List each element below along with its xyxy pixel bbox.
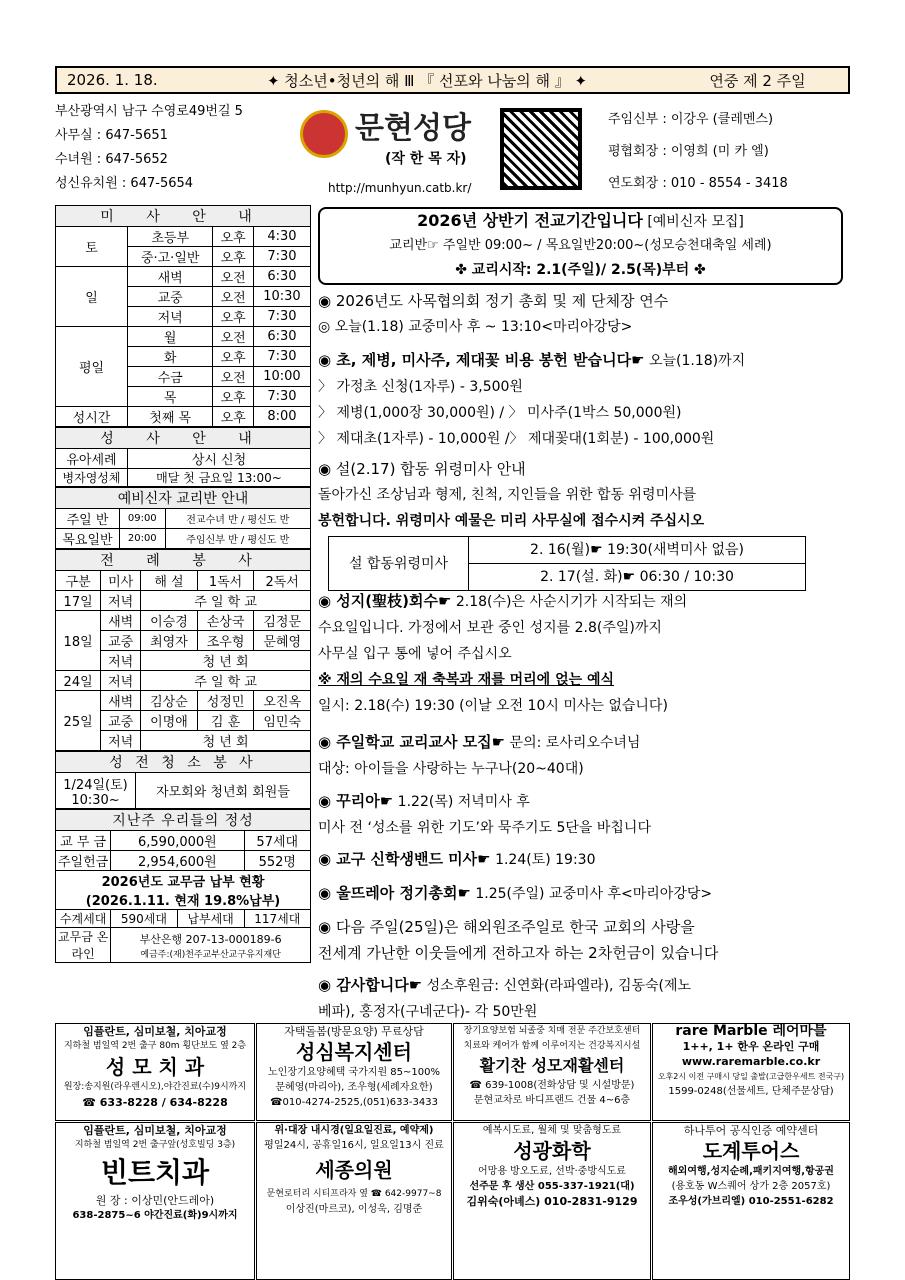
notice-council: ◉ 2026년도 사목협의회 정기 총회 및 제 단체장 연수 ◎ 오늘(1.18) 교중미사 후 ~ 13:10<마리아강당>: [318, 292, 669, 335]
ad-seongmo-dental: 임플란트, 심미보철, 치아교정 지하철 범일역 2번 출구 80m 횡단보도 옆 2층 성 모 치 과 원장:송지원(라우렌시오),야간진료(수)9시까지 ☎ 633-8228 / 634-8228: [55, 1023, 255, 1121]
mass-table: 미 사 안 내 토 초등부 오후 4:30 중·고·일반 오후 7:30 일 새벽 오전 6:30 교중 오전 10:30 저녁 오후 7:30 평일 월 오전 6:30 화 오후 7:30 수금 오전 10:00 목 오후 7:30 성시간 첫째 목 오후 8:00: [55, 205, 311, 427]
notice-thanks: ◉ 감사합니다☛ 성소후원금: 신연화(라파엘라), 김동숙(제노 베파), 홍정자(구네군다)- 각 50만원: [318, 976, 692, 1020]
church-emblem-icon: [300, 110, 348, 158]
notice-palm-return: ◉ 성지(聖枝)회수☛ 2.18(수)은 사순시기가 시작되는 재의 수요일입니다. 가정에서 보관 중인 성지를 2.8(주일)까지 사무실 입구 통에 넣어 주십시오 ※ 재의 수요일 재 축복과 재를 머리에 얹는 예식 일시: 2.18(수) 19:30 (이날 오전 10시 미사는 없습니다): [318, 592, 688, 714]
ad-sejong-clinic: 위·대장 내시경(일요일진료, 예약제) 평일24시, 공휴일16시, 일요일13시 진료 세종의원 문현로터리 시티프라자 옆 ☎ 642-9977~8 이상진(마르코), 이성욱, 김명준: [256, 1122, 452, 1280]
church-name: 문현성당: [355, 111, 471, 146]
liturgical-week: 연중 제 2 주일: [709, 71, 806, 90]
top-bar: [55, 66, 850, 94]
ad-rare-marble: rare Marble 레어마블 1++, 1+ 한우 온라인 구매 www.raremarble.co.kr 오후2시 이전 구매시 당일 출발(고급한우세트 전국구) 1599-0248(선물세트, 단체주문상담): [652, 1023, 850, 1121]
notice-donations: ◉ 초, 제병, 미사주, 제대꽃 비용 봉헌 받습니다☛ 오늘(1.18)까지 〉 가정초 신청(1자루) - 3,500원 〉 제병(1,000장 30,000원) / 〉 미사주(1박스 50,000원) 〉 제대초(1자루) - 10,000원 /〉 제대꽃대(1회분) - 100,000원: [318, 351, 746, 447]
qr-code-icon: [500, 108, 582, 190]
parish-contacts: [55, 100, 295, 196]
convent-phone: 수녀원 : 647-5652: [55, 152, 168, 167]
evangelization-box: 2026년 상반기 전교기간입니다 [예비신자 모집] 교리반☞ 주일반 09:00~ / 목요일반20:00~(성모승천대축일 세례) ✤ 교리시작: 2.1(주일)/ 2.5(목)부터 ✤: [318, 207, 843, 285]
notice-memorial-mass: ◉ 설(2.17) 합동 위령미사 안내 돌아가신 조상님과 형제, 친척, 지인들을 위한 합동 위령미사를 봉헌합니다. 위령미사 예물은 미리 사무실에 접수시켜 주십시오 설 합동위령미사 2. 16(월)☛ 19:30(새벽미사 없음) 2. 17(설. 화)☛ 06:30 / 10:30: [318, 456, 850, 591]
memorial-schedule: 설 합동위령미사 2. 16(월)☛ 19:30(새벽미사 없음) 2. 17(설. 화)☛ 06:30 / 10:30: [328, 536, 806, 591]
ad-seongsim-welfare: 자택돌봄(방문요양) 무료상담 성심복지센터 노인장기요양혜택 국가지원 85~100% 문혜영(마리아), 조우형(세례자요한) ☎010-4274-2525,(051)633-3433: [256, 1023, 452, 1121]
notice-overseas-aid: ◉ 다음 주일(25일)은 해외원조주일로 한국 교회의 사랑을 전세계 가난한 이웃들에게 전하고자 하는 2차헌금이 있습니다: [318, 918, 719, 962]
kindergarten-phone: 성신유치원 : 647-5654: [55, 176, 194, 191]
service-table: 전 례 봉 사 구분 미사 해 설 1독서 2독서 17일 저녁 주 일 학 교 18일 새벽 이승경 손상국 김정문 교중 최영자 조우형 문혜영 저녁 청 년 회 24일 저녁 주 일 학 교 25일 새벽 김상순 성정민 오진옥 교중 이명애 김 훈 임민숙 저녁 청 년 회: [55, 549, 311, 751]
notice-band-mass: ◉ 교구 신학생밴드 미사☛ 1.24(토) 19:30: [318, 850, 596, 868]
ad-seongmo-rehab: 장기요양보험 뇌졸중 치매 전문 주간보호센터 치료와 케어가 함께 이루어지는 건강복지시설 활기찬 성모재활센터 ☎ 639-1008(전화상담 및 시설방문) 문현교차로 바디프랜드 건물 4~6층: [453, 1023, 651, 1121]
notice-teachers: ◉ 주일학교 교리교사 모집☛ 문의: 로사리오수녀님 대상: 아이들을 사랑하는 누구나(20~40대): [318, 733, 641, 777]
church-subtitle: (작 한 목 자): [385, 151, 467, 167]
left-column: [55, 205, 311, 963]
ad-dogye-tours: 하나투어 공식인증 예약센터 도계투어스 해외여행,성지순례,패키지여행,항공권 (용호동 W스퀘어 상가 2층 2057호) 조우성(가브리엘) 010-2551-6282: [652, 1122, 850, 1280]
office-phone: 사무실 : 647-5651: [55, 128, 168, 143]
funeral-president: 연도회장 : 010 - 8554 - 3418: [608, 176, 788, 191]
sacrament-table: 성 사 안 내 유아세례 상시 신청 병자영성체 매달 첫 금요일 13:00~: [55, 427, 311, 487]
mass-title: 미 사 안 내: [56, 206, 311, 227]
notice-ultreya: ◉ 울뜨레아 정기총회☛ 1.25(주일) 교중미사 후<마리아강당>: [318, 884, 713, 902]
clergy-info: [608, 104, 788, 200]
church-url[interactable]: http://munhyun.catb.kr/: [328, 181, 472, 195]
ad-bint-dental: 임플란트, 심미보철, 치아교정 지하철 범일역 2번 출구앞(성호빌딩 3층) 빈트치과 원 장 : 이상민(안드레아) 638-2875~6 야간진료(화)9시까지: [55, 1122, 255, 1280]
cleaning-table: 성 전 청 소 봉 사 1/24일(토) 10:30~ 자모회와 청년회 회원들: [55, 751, 311, 809]
notice-curia: ◉ 꾸리아☛ 1.22(목) 저녁미사 후 미사 전 ‘성소를 위한 기도’와 묵주기도 5단을 바칩니다: [318, 792, 651, 836]
pastor: 주임신부 : 이강우 (클레멘스): [608, 112, 774, 127]
year-theme: ✦ 청소년•청년의 해 Ⅲ 『 선포와 나눔의 해 』 ✦: [266, 71, 588, 90]
ad-seonggwang-chem: 예복시도료, 월체 및 맞춤형도료 성광화학 어망용 방오도료, 선박·중방식도료 선주문 후 생산 055-337-1921(대) 김위숙(아녜스) 010-2831-9129: [453, 1122, 651, 1280]
catechumen-table: 예비신자 교리반 안내 주일 반 09:00 전교수녀 반 / 평신도 반 목요일반 20:00 주임신부 반 / 평신도 반: [55, 487, 311, 549]
bulletin-date: 2026. 1. 18.: [67, 71, 158, 89]
council-president: 평협회장 : 이영희 (미 카 엘): [608, 144, 769, 159]
address: 부산광역시 남구 수영로49번길 5: [55, 104, 243, 119]
offering-table: 지난주 우리들의 정성 교 무 금 6,590,000원 57세대 주일헌금 2,954,600원 552명 2026년도 교무금 납부 현황 (2026.1.11. 현재 19.8%납부) 수계세대 590세대 납부세대 117세대 교무금 온라인 부산은행 207-13-000189-6 예금주:(재)천주교부산교구유지재단: [55, 809, 311, 963]
